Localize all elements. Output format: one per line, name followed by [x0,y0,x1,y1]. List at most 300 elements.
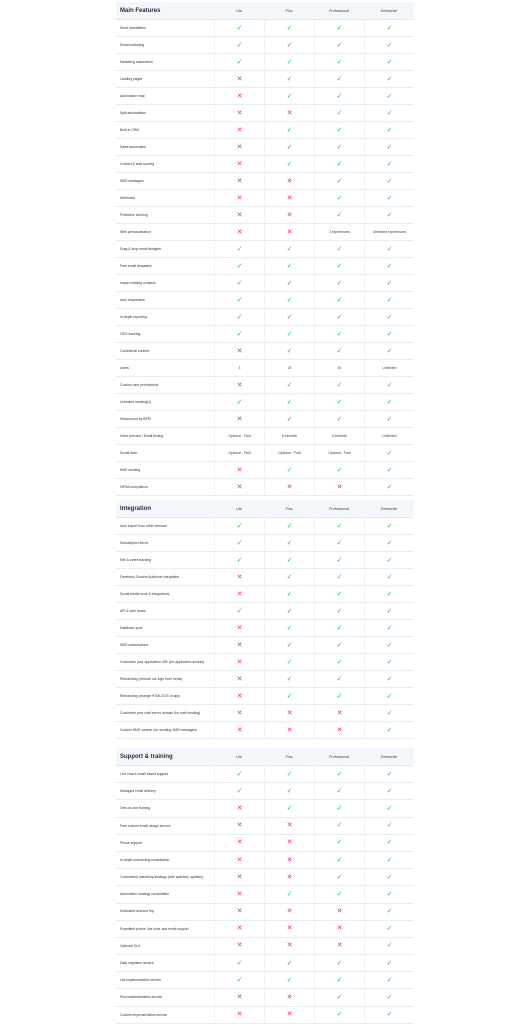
cell-value: 3 [238,366,241,370]
cell-enterprise [364,535,414,551]
cell-enterprise [364,766,414,782]
cross-icon: ✕ [236,465,243,474]
cell-value: 25 [287,366,292,370]
feature-row [116,71,414,88]
check-icon: ✓ [386,606,393,615]
feature-row [116,705,414,722]
check-icon: ✓ [336,555,343,564]
cell-enterprise [364,445,414,461]
cell-professional [314,377,364,393]
feature-label: Free email templates [120,263,152,268]
cell-lite [214,705,264,721]
check-icon: ✓ [386,941,393,950]
cell-lite [214,343,264,359]
feature-label: Auto responders [120,297,145,302]
check-icon: ✓ [386,803,393,812]
cell-enterprise [364,552,414,568]
check-icon: ✓ [386,57,393,66]
cell-enterprise [364,938,414,954]
check-icon: ✓ [336,889,343,898]
cell-lite [214,71,264,87]
feature-row [116,989,414,1006]
check-icon: ✓ [336,838,343,847]
cell-lite [214,241,264,257]
cell-plus [264,569,314,585]
cross-icon: ✕ [286,872,293,881]
cell-lite [214,620,264,636]
cross-icon: ✕ [236,159,243,168]
cross-icon: ✕ [286,855,293,864]
feature-row [116,818,414,835]
cell-plus [264,377,314,393]
check-icon: ✓ [386,414,393,423]
cross-icon: ✕ [236,193,243,202]
check-icon: ✓ [386,210,393,219]
check-icon: ✓ [336,572,343,581]
check-icon: ✓ [336,91,343,100]
check-icon: ✓ [386,23,393,32]
check-icon: ✓ [386,244,393,253]
cell-plus [264,292,314,308]
feature-row [116,122,414,139]
feature-label: Attribution [120,195,136,200]
cell-plus [264,122,314,138]
check-icon: ✓ [336,657,343,666]
cell-plus [264,1007,314,1023]
cross-icon: ✕ [236,640,243,649]
cell-enterprise [364,428,414,444]
check-icon: ✓ [336,606,343,615]
cell-enterprise [364,671,414,687]
cross-icon: ✕ [236,482,243,491]
check-icon: ✓ [286,769,293,778]
plan-header-professional: Professional [329,754,349,759]
check-icon: ✓ [286,657,293,666]
cell-lite [214,688,264,704]
check-icon: ✓ [286,589,293,598]
feature-row [116,586,414,603]
feature-label: Contact & lead scoring [120,161,155,166]
cell-lite [214,938,264,954]
check-icon: ✓ [336,193,343,202]
check-icon: ✓ [236,23,243,32]
check-icon: ✓ [386,40,393,49]
cell-enterprise [364,173,414,189]
check-icon: ✓ [336,295,343,304]
check-icon: ✓ [236,555,243,564]
cross-icon: ✕ [236,572,243,581]
check-icon: ✓ [286,329,293,338]
cross-icon: ✕ [286,725,293,734]
cell-lite [214,766,264,782]
cell-lite [214,88,264,104]
check-icon: ✓ [236,538,243,547]
cell-enterprise [364,852,414,868]
feature-row [116,972,414,989]
cell-enterprise [364,411,414,427]
plan-header-professional: Professional [329,8,349,13]
feature-label: Custom user permissions [120,382,159,387]
cross-icon: ✕ [236,210,243,219]
cross-icon: ✕ [236,821,243,830]
cell-lite [214,428,264,444]
feature-row [116,377,414,394]
cell-professional [314,671,364,687]
cell-lite [214,258,264,274]
plan-header-professional: Professional [329,506,349,511]
cell-enterprise [364,722,414,738]
check-icon: ✓ [286,312,293,321]
cell-professional [314,275,364,291]
cross-icon: ✕ [336,482,343,491]
cell-plus [264,71,314,87]
cell-professional [314,603,364,619]
check-icon: ✓ [386,176,393,185]
cell-professional [314,637,364,653]
feature-label: Live chat & email based support [120,771,169,776]
cross-icon: ✕ [236,691,243,700]
check-icon: ✓ [386,125,393,134]
cell-plus [264,445,314,461]
check-icon: ✓ [386,278,393,287]
cell-plus [264,37,314,53]
feature-label: Customized marketing strategy (with quarterly updates) [120,875,204,880]
check-icon: ✓ [336,142,343,151]
check-icon: ✓ [386,346,393,355]
cell-professional [314,156,364,172]
feature-label: Subaccount by BPM [120,416,151,421]
cell-enterprise [364,904,414,920]
check-icon: ✓ [336,261,343,270]
cell-plus [264,972,314,988]
feature-row [116,835,414,852]
cell-enterprise [364,122,414,138]
cell-lite [214,535,264,551]
cross-icon: ✕ [236,803,243,812]
cell-lite [214,224,264,240]
cell-lite [214,671,264,687]
feature-label: Phone support [120,840,143,845]
check-icon: ✓ [286,803,293,812]
cell-plus [264,671,314,687]
check-icon: ✓ [236,312,243,321]
feature-label: GEO tracking [120,331,141,336]
feature-label: Split automations [120,110,147,115]
check-icon: ✓ [236,40,243,49]
check-icon: ✓ [386,448,393,457]
check-icon: ✓ [236,769,243,778]
cell-enterprise [364,800,414,816]
check-icon: ✓ [386,397,393,406]
feature-row [116,173,414,190]
check-icon: ✓ [386,872,393,881]
check-icon: ✓ [236,244,243,253]
cell-lite [214,207,264,223]
cell-lite [214,722,264,738]
cross-icon: ✕ [336,725,343,734]
check-icon: ✓ [336,623,343,632]
check-icon: ✓ [386,380,393,389]
feature-row [116,156,414,173]
feature-row [116,904,414,921]
cell-plus [264,275,314,291]
feature-row [116,783,414,800]
cell-value: Optional - Paid [228,434,251,438]
check-icon: ✓ [386,769,393,778]
feature-label: Free custom email design service [120,823,171,828]
cell-plus [264,105,314,121]
feature-row [116,88,414,105]
check-icon: ✓ [336,210,343,219]
cell-enterprise [364,654,414,670]
check-icon: ✓ [336,521,343,530]
check-icon: ✓ [236,958,243,967]
feature-row [116,886,414,903]
check-icon: ✓ [286,606,293,615]
cell-professional [314,88,364,104]
check-icon: ✓ [286,397,293,406]
cross-icon: ✕ [236,941,243,950]
cell-plus [264,921,314,937]
cell-plus [264,258,314,274]
feature-row [116,479,414,496]
cell-professional [314,972,364,988]
cell-professional [314,411,364,427]
check-icon: ✓ [286,958,293,967]
feature-row [116,603,414,620]
check-icon: ✓ [386,838,393,847]
cross-icon: ✕ [236,91,243,100]
plan-header-lite: Lite [236,754,242,759]
section-title: Main Features [120,7,161,14]
check-icon: ✓ [386,465,393,474]
cell-professional [314,20,364,36]
check-icon: ✓ [286,555,293,564]
check-icon: ✓ [286,40,293,49]
plan-header-plus: Plus [285,8,293,13]
cell-professional [314,722,364,738]
cell-lite [214,783,264,799]
cross-icon: ✕ [236,907,243,916]
cross-icon: ✕ [286,821,293,830]
feature-row [116,275,414,292]
cell-lite [214,869,264,885]
cell-plus [264,156,314,172]
cell-professional [314,190,364,206]
cell-enterprise [364,88,414,104]
check-icon: ✓ [236,295,243,304]
cross-icon: ✕ [286,227,293,236]
check-icon: ✓ [336,821,343,830]
check-icon: ✓ [236,786,243,795]
cell-enterprise [364,586,414,602]
check-icon: ✓ [336,958,343,967]
check-icon: ✓ [336,159,343,168]
cross-icon: ✕ [236,176,243,185]
cell-enterprise [364,688,414,704]
cross-icon: ✕ [286,210,293,219]
cell-enterprise [364,394,414,410]
cell-value: Optional - Paid [328,451,351,455]
cell-professional [314,173,364,189]
cross-icon: ✕ [336,941,343,950]
check-icon: ✓ [236,521,243,530]
cell-plus [264,462,314,478]
check-icon: ✓ [286,278,293,287]
feature-label: Landing pages [120,76,143,81]
cross-icon: ✕ [286,838,293,847]
check-icon: ✓ [336,1010,343,1019]
check-icon: ✓ [286,623,293,632]
cell-value: Unlimited experiences [372,230,407,234]
feature-label: Import existing contacts [120,280,156,285]
cell-professional [314,535,364,551]
check-icon: ✓ [386,74,393,83]
check-icon: ✓ [286,74,293,83]
cell-enterprise [364,224,414,240]
check-icon: ✓ [336,674,343,683]
cell-lite [214,518,264,534]
cross-icon: ✕ [236,872,243,881]
feature-label: Users [120,365,129,370]
check-icon: ✓ [286,674,293,683]
check-icon: ✓ [386,958,393,967]
feature-label: Rebranding (change HTML/CSS of app) [120,693,181,698]
cross-icon: ✕ [236,142,243,151]
cell-enterprise [364,156,414,172]
cross-icon: ✕ [236,589,243,598]
cell-plus [264,955,314,971]
cell-plus [264,620,314,636]
check-icon: ✓ [386,725,393,734]
plan-header-plus: Plus [285,754,293,759]
cell-plus [264,88,314,104]
cell-plus [264,241,314,257]
cross-icon: ✕ [286,193,293,202]
cell-plus [264,518,314,534]
cross-icon: ✕ [286,108,293,117]
cell-value: 50 [337,366,342,370]
feature-row [116,445,414,462]
cell-enterprise [364,569,414,585]
feature-label: Automation map [120,93,145,98]
cell-plus [264,326,314,342]
check-icon: ✓ [336,538,343,547]
cross-icon: ✕ [236,855,243,864]
feature-row [116,766,414,783]
check-icon: ✓ [336,397,343,406]
feature-label: Auto import from other services [120,523,168,528]
check-icon: ✓ [286,380,293,389]
cell-enterprise [364,71,414,87]
cell-lite [214,603,264,619]
cell-professional [314,479,364,495]
check-icon: ✓ [236,397,243,406]
cell-plus [264,800,314,816]
cell-plus [264,705,314,721]
check-icon: ✓ [336,244,343,253]
check-icon: ✓ [286,91,293,100]
section-support-training [116,748,414,1024]
check-icon: ✓ [336,312,343,321]
cell-lite [214,105,264,121]
cell-enterprise [364,20,414,36]
cell-value: Unlimited [382,366,397,370]
cell-enterprise [364,921,414,937]
cell-plus [264,586,314,602]
section-integration [116,500,414,739]
cell-value: 5 free/mth [281,434,298,438]
check-icon: ✓ [336,346,343,355]
cross-icon: ✕ [286,907,293,916]
cell-enterprise [364,705,414,721]
feature-row [116,1007,414,1024]
check-icon: ✓ [286,57,293,66]
cross-icon: ✕ [236,346,243,355]
cross-icon: ✕ [286,1010,293,1019]
cross-icon: ✕ [236,623,243,632]
cell-enterprise [364,37,414,53]
cell-professional [314,394,364,410]
cell-plus [264,428,314,444]
cell-professional [314,1007,364,1023]
cell-enterprise [364,886,414,902]
cell-enterprise [364,972,414,988]
cell-lite [214,173,264,189]
feature-label: Automation strategy consultation [120,892,170,897]
cell-plus [264,766,314,782]
cell-plus [264,54,314,70]
cell-professional [314,518,364,534]
check-icon: ✓ [336,803,343,812]
cell-enterprise [364,377,414,393]
check-icon: ✓ [386,674,393,683]
cell-professional [314,904,364,920]
cell-lite [214,552,264,568]
cell-professional [314,139,364,155]
check-icon: ✓ [386,261,393,270]
cell-lite [214,190,264,206]
check-icon: ✓ [286,572,293,581]
cross-icon: ✕ [236,725,243,734]
cell-professional [314,586,364,602]
feature-row [116,688,414,705]
section-title: Support & training [120,753,173,760]
check-icon: ✓ [386,907,393,916]
cell-plus [264,20,314,36]
cell-enterprise [364,275,414,291]
cross-icon: ✕ [236,924,243,933]
check-icon: ✓ [286,414,293,423]
cell-enterprise [364,190,414,206]
section-title: Integration [120,505,151,512]
feature-label: Customize your application URL (for application access) [120,659,205,664]
plan-header-lite: Lite [236,8,242,13]
cell-professional [314,292,364,308]
cell-plus [264,207,314,223]
cell-professional [314,654,364,670]
check-icon: ✓ [336,640,343,649]
check-icon: ✓ [386,295,393,304]
cell-plus [264,722,314,738]
check-icon: ✓ [336,125,343,134]
cell-plus [264,869,314,885]
cell-enterprise [364,343,414,359]
cell-plus [264,411,314,427]
feature-row [116,518,414,535]
check-icon: ✓ [386,623,393,632]
check-icon: ✓ [336,414,343,423]
